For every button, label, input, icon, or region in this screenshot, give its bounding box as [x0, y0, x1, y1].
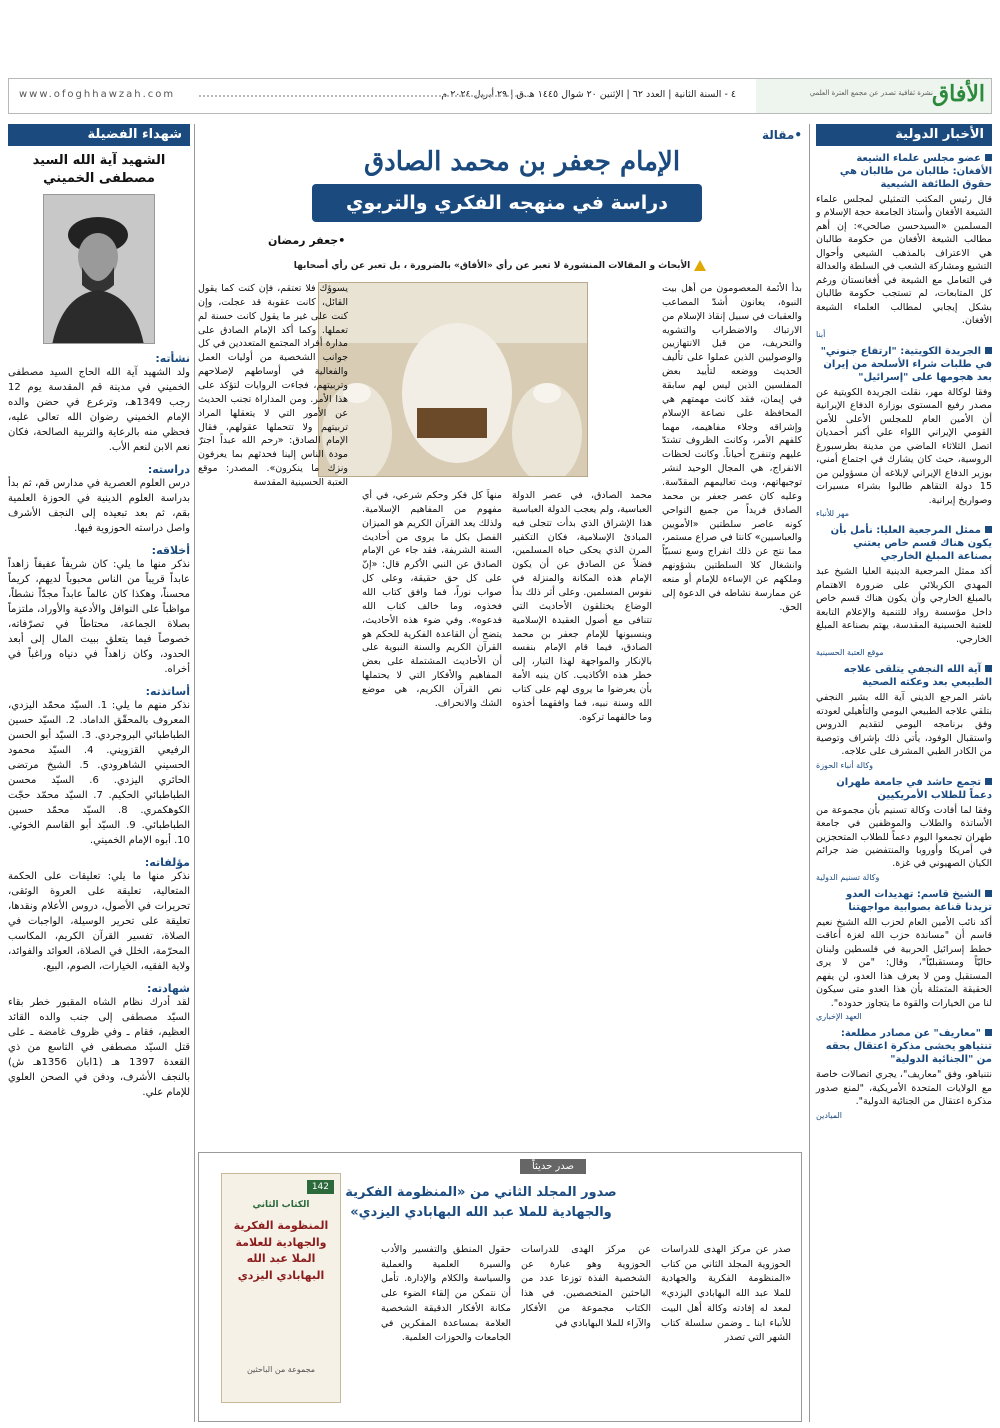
release-column-3: حقول المنطق والتفسير والأدب والسيرة العلمية والعملية والسياسة والكلام والإدارة. تأمل أن نتمكن من إلقاء الضوء على مكانة الأفكار الدقيقة الشخصية العلامة بمساعدة المفكرين في الجامعات والحوزات العلمية. [381, 1244, 511, 1344]
news-body: وفقا لوكالة مهر، نقلت الجريدة الكويتية عن مصدر رفيع المستوى بوزارة الدفاع الإيرانية أن الأمين العام للمجلس الأعلى للأمن القومي الإيراني اللواء علي أكبر أحمديان اتصل الثلاثاء الماضي من مدينة بطرسبورغ الروسية، حيث كان يشارك في اجتماع أمني، بوزير الدفاع الإيراني لإبلاغه أن مسؤولين من 15 دولة التقاهم طالبوا بشراء مسيرات وصواريخ إيرانية. [816, 386, 992, 506]
news-item [816, 152, 992, 339]
article-subhead: دراسة في منهجه الفكري والتربوي [312, 184, 702, 222]
slogan: نشرة ثقافية تصدر عن مجمع العترة العلمي [809, 89, 933, 97]
article-column-1b [662, 699, 802, 1139]
new-release-headline: صدور المجلد الثاني من «المنظومة الفكرية والجهادية للملا عبد الله البهابادي اليزدي» [345, 1185, 617, 1220]
international-news-column [816, 124, 992, 1422]
book-number: 142 [307, 1180, 334, 1194]
news-body: نتنياهو، وفق "معاريف"، يجري اتصالات خاصة مع الولايات المتحدة الأمريكية، "لمنع صدور مذكرة اعتقال من الجنائية الدولية". [816, 1069, 992, 1108]
divider [199, 95, 529, 97]
warning-icon [694, 260, 706, 271]
article-author: •جعفر رمضان [268, 234, 346, 247]
new-release-tag: صدر حديثاً [520, 1159, 586, 1174]
news-source: أبنا [816, 329, 826, 339]
news-item [816, 776, 992, 882]
news-title[interactable]: الجريدة الكويتية: "ارتفاع جنوني" في طلبات شراء الأسلحة من إيران بعد هجومها على "إسرائيل" [820, 345, 992, 383]
bio-text: لقد أدرك نظام الشاه المقبور خطر بقاء السيّد مصطفى إلى جنب والده القائد العظيم، فقام ـ وفي ظروف غامضة ـ على قتل السيّد مصطفى في التاسع من ذي القعدة 1397 هـ (1ابان 1356هـ ش) بالنجف الأشرف، ودفن في الصحن العلوي للإمام علي. [8, 997, 190, 1099]
martyr-name: الشهيد آية الله السيد مصطفى الخميني [32, 153, 166, 187]
bio-heading: شهادته: [146, 982, 190, 996]
news-title[interactable]: تجمع حاشد في جامعة طهران دعماً للطلاب الأمريكيين [836, 776, 992, 801]
news-title[interactable]: "معاريف" عن مصادر مطلعة: تنتياهو يخشى مذكرة اعتقال بحقه من "الجنائية الدولية" [825, 1028, 992, 1066]
news-source: الميادين [816, 1110, 843, 1120]
bullet-icon [985, 778, 992, 785]
news-body: أكد نائب الأمين العام لحزب الله الشيخ نعيم قاسم أن "مساندة حزب الله لغزة أعاقت خطط إسرائيل الحربية في فلسطين ولبنان حاليّاً ومستقبليّاً"، وقال: "من لا يرى المستقبل ومن لا يعرف هذا العدو، لن يفهم الحقيقة المتمثلة بأن هذا العدو متى سيكون لنا من الخيارات والقوة ما يتجاوز حدوده". [816, 916, 992, 1009]
bullet-icon [985, 347, 992, 354]
divider [809, 124, 810, 1422]
book-note: مجموعة من الباحثين [246, 1365, 316, 1374]
news-item [816, 1027, 992, 1119]
bio-text: نذكر منها ما يلي: تعليقات على الحكمة المتعالية، تعليقة على العروة الوثقى، تحريرات في الأصول، دروس الأعلام ونقدها، تعليقة على تحرير الوسيلة، الواجبات في الصلاة، تفسير القرآن الكريم، المكاسب المحرّمة، الخلل في الصلاة، العوائد والفوائد، ولاية الفقيه، الخيارات، الصوم، البيع. [8, 871, 190, 973]
news-title[interactable]: آية الله النجفي يتلقى علاجه الطبيعي بعد وعكته الصحية [843, 664, 992, 689]
divider [194, 124, 195, 1422]
bullet-icon [985, 1029, 992, 1036]
section-header: الأخبار الدولية [816, 124, 992, 146]
article-illustration [318, 282, 588, 477]
bio-text: درس العلوم العصرية في مدارس قم، ثم بدأ بدراسة العلوم الدينية في الحوزة العلمية بقم، ثم بعد تبعيده إلى النجف الأشرف واصل دراسته الحوزوية فيها. [8, 478, 190, 535]
book-cover [221, 1173, 341, 1403]
bio-text: نذكر منها ما يلي: كان شريفاً عفيفاً زاهداً عابداً قريباً من الناس محبوباً لديهم، كريماً محسناً، وهكذا كان عالماً عابداً مجدّاً نشطاً، مواظباً على النوافل والأدعية والأوراد، ملتزماً بصلاة الجماعة، محتاطاً في تصرّفاته، خصوصاً فيما يتعلق ببيت المال إلى أبعد الحدود، وكان زاهداً في دنياه وراغباً في أخراه. [8, 559, 190, 676]
martyr-photo [43, 194, 155, 344]
bullet-icon [985, 665, 992, 672]
article-headline: الإمام جعفر بن محمد الصادق [363, 147, 681, 177]
news-item [816, 524, 992, 657]
masthead [8, 78, 992, 114]
news-item [816, 663, 992, 769]
article-column-2: محمد الصادق، في عصر الدولة العباسية، ولم يعجب الدولة العباسية هذا الإشراق الذي بدأت تتجلى فيه المبادئ الإسلامية، فكان التكفير المرن الذي يحكى حياة المسلمين، فضلاً عن الصادق عن أن يكون الإمام هذه المكانة والمنزلة في نفوس المسلمين. وعلى أثر ذلك بدأ الوضاع يختلقون الأحاديث التي تتنافى مع أصول العقيدة الإسلامية وينسبونها للإمام جعفر بن محمد الصادق، فيما قام الإمام بنفسه بالإنكار والمواجهة لهذا التيار، إلى خطر هذه الأكاذيب. كان ينبه الأمة بأن يعرضوا ما يروى لهم على كتاب الله وسنة نبيه، فما وافقهما أخذوه وما خالفهما تركوه. [512, 490, 652, 723]
bullet-icon [985, 154, 992, 161]
brand-block [756, 79, 991, 113]
bullet-icon [985, 890, 992, 897]
book-title: المنظومة الفكرية والجهادية للعلامة الملا عبد الله البهابادي اليزدي [233, 1219, 329, 1282]
release-column-2: عن مركز الهدى للدراسات الحوزوية وهو عبارة عن الشخصية الفذة توزعا عدد من الباحثين المتخصصين. في هذا الكتاب مجموعة من الأفكار والآراء للملا البهابادي في [521, 1244, 651, 1329]
bio-text: ولد الشهيد آية الله الحاج السيد مصطفى الخميني في مدينة قم المقدسة يوم 12 رجب 1349هـ، وترعرع في حضن والده الإمام الخميني رضوان الله تعالى عليه، فحظي منه بالرعاية والتربية الصالحة، فكان نعم الابن لنعم الأب. [8, 367, 191, 454]
news-source: موقع العتبة الحسينية [816, 648, 884, 658]
new-release-box [198, 1152, 802, 1422]
release-column-1: صدر عن مركز الهدى للدراسات الحوزوية المجلد الثاني من كتاب «المنظومة الفكرية والجهادية للملا عبد الله البهابادي اليزدي» لمعد له إفادته وكالة أهل البيت للأنباء ابنا ـ وضمن سلسلة كتاب الشهر التي تصدر [661, 1244, 791, 1344]
section-header: شهداء الفضيلة [8, 124, 190, 146]
bio-text: نذكر منهم ما يلي: 1. السيّد محمّد اليزدي، المعروف بالمحقّق الداماد. 2. السيّد حسين الطباطبائي البروجردي. 3. السيّد أبو الحسن الرفيعي القزويني. 4. السيّد محمود الحسيني الشاهرودي. 5. الشيخ مرتضى الحائري اليزدي. 6. السيّد محسن الطباطبائي الحكيم. 7. السيّد محمّد حجّت الكوهكمري. 8. السيّد محمّد حسين الطباطبائي. 9. السيّد أبو القاسم الخوئي. 10. أبوه الإمام الخميني. [8, 700, 191, 847]
news-source: وكالة تسنيم الدولية [816, 872, 880, 882]
disclaimer: الأبحاث و المقالات المنشورة لا تعبر عن رأي «الأفاق» بالضرورة ، بل تعبر عن رأي أصحابها [198, 260, 802, 271]
news-body: أكد ممثل المرجعية الدينية العليا الشيخ عبد المهدي الكربلائي على ضرورة الاهتمام بالمبلغ الخارجي وأن يكون هناك قسم خاص داخل مؤسسة رواد للتنمية والإعلام التابعة للعتبة الحسينية المقدسة، يهتم بصناعة المبلغ الخارجي. [816, 566, 992, 645]
bio-heading: أخلاقه: [151, 544, 190, 558]
martyrs-column [8, 124, 190, 1422]
news-title[interactable]: ممثل المرجعية العليا: نأمل بأن يكون هناك قسم خاص يعتني بصناعة المبلغ الخارجي [830, 525, 992, 563]
bio-heading: دراسته: [147, 463, 190, 477]
logo: الأفاق [932, 81, 985, 107]
bio-heading: أساتذته: [145, 685, 190, 699]
article-column-4: يسوؤك فلا تعتقم، فإن كنت كما يقول القائل، كانت عقوبة قد عجلت، وإن كنت على غير ما يقول كانت حسنة لم تعملها. وكما أكد الإمام الصادق على مدارة أفراد المجتمع المتعددين في كل جوانب الشخصية من أوليات العمل والفعالية في أوساطهم لإصلاحهم وتربيتهم، فجاءت الروايات لتؤكد على هذا الأمر. ومن المداراة تجنب الحديث عن الأمور التي لا يتعقلها المراد تربيتهم ولا تتحملها عقولهم، فقال الإمام الصادق: «رحم الله عبداً اجترّ مودة الناس إلينا فحدثهم بما يعرفون ونزك ما ينكرون». المصدر: موقع العتبة الحسينية المقدسة [198, 283, 348, 489]
article-column-3: منهاً كل فكر وحكم شرعي، في أي مفهوم من المفاهيم الإسلامية. ولذلك يعد القرآن الكريم هو الميزان الفصل بكل ما يروى من أحاديث السنة الشريفة، فقد جاء عن الإمام الصادق عن النبي الأكرم قال: «إنّ على كل حق حقيقة، وعلى كل صواب نوراً، فما وافق كتاب الله فخذوه، وما خالف كتاب الله فدعوه». وفي ضوء هذه الأحاديث، يتضح أن القاعدة الفكرية للحكم هو القرآن الكريم والسنة النبوية على أن الأحاديث المشتملة على بعض المفاهيم والأفكار التي لا يحتملها نص القرآن الكريم، هي موضع الشك والانحراف. [362, 490, 502, 709]
news-item [816, 888, 992, 1021]
article-column-1: بدأ الأئمة المعصومون من أهل بيت النبوة، يعانون أشدّ المصاعب والعقبات في سبيل إنقاذ الإسلام من الارتباك والاضطراب والتشويه والتحريف، من قبل الانتهازيين والوصوليين الذين عملوا على تأليف الحديث ووضعه لتأييد بعض المفلسين الذين ليس لهم سابقة في إيمان، فقد كانت مهمتهم هي المحافظة على نصاعة الإسلام وإشراقه وجلاء مفاهيمه، مهما كلفهم الأمر، وكانت الظروف تشتدّ عليهم وتنفرج أحياناً. وكانت لحظات الانفراج، هي المجال الوحيد لنشر توجيهاتهم، وبث تعاليمهم المقدّسة. وعليه كان عصر جعفر بن محمد الصادق فريداً من جميع النواحي كونه عاصر سلطتين «الأمويين والعباسيين» كانتا في صراع مستمر، مما نتج عن ذلك انفراج وسع نسبيّاً وانشغال كلا السلطتين بشؤونهم وملكهم عن الإساءة للإمام أو منعه عن ممارسة نشاطه في الدعوة إلى الحق. [662, 283, 802, 613]
news-source: مهر للأنباء [816, 509, 849, 519]
news-body: باشر المرجع الديني آية الله بشير النجفي بتلقي علاجه الطبيعي اليومي والتأهيلي لعودته وفق برنامجه اليومي لتقديم الدروس واستقبال الوفود، يأتي ذلك بإشراف وتوصية من الكادر الطبي المشرف على علاجه. [816, 692, 992, 758]
bio-heading: نشأته: [155, 352, 190, 366]
news-body: قال رئيس المكتب التمثيلي لمجلس علماء الشيعة الأفغان وأستاذ الجامعة حجة الإسلام و المسلمين «السيدحسن صالحي»: إن أهم مطالب الشيعة الأفغان من حكومة طالبان هي الاعتراف بالمذهب الشيعي وأحوال التشيع ومشاركة الشعب في السلطة والعدالة في التعامل مع الشيعة في أفغانستان ورغم كل المتابعات، لم تستجب حكومة طالبان بشكل إيجابي لمطالب العلماء الشيعة الأفغان. [816, 194, 992, 327]
news-title[interactable]: الشيخ قاسم: تهديدات العدو تزيدنا قناعة بصوابية مواجهتنا [845, 888, 992, 913]
news-title[interactable]: عضو مجلس علماء الشيعة الأفغان: طالبان من طالبان هي حقوق الطائفة الشيعية [839, 153, 992, 190]
news-source: العهد الإخباري [816, 1012, 862, 1022]
bullet-icon [985, 526, 992, 533]
news-source: وكالة أنباء الحوزة [816, 760, 873, 770]
article-kicker: •مقالة [761, 128, 802, 142]
issue-info: ٤ - السنة الثانية | العدد ٦٢ | الإثنين ٢٠ شوال ١٤٤٥ هـ.ق | ٢٩ أبريل ٢٠٢٤ م [441, 89, 736, 100]
bio-heading: مؤلفاته: [144, 856, 190, 870]
news-item [816, 345, 992, 518]
book-series: الكتاب الثاني [252, 1200, 310, 1210]
news-body: وفقا لما أفادت وكالة تسنيم بأن مجموعة من الأساتذة والطلاب والموظفين في جامعة طهران تجمعوا اليوم دعماً للطلاب المتحجزين في أمريكا وأوروبا والمنتفضين ضد جرائم الكيان الصهيوني في غزة. [816, 804, 992, 870]
website-url[interactable]: www.ofoghhawzah.com [19, 89, 176, 100]
